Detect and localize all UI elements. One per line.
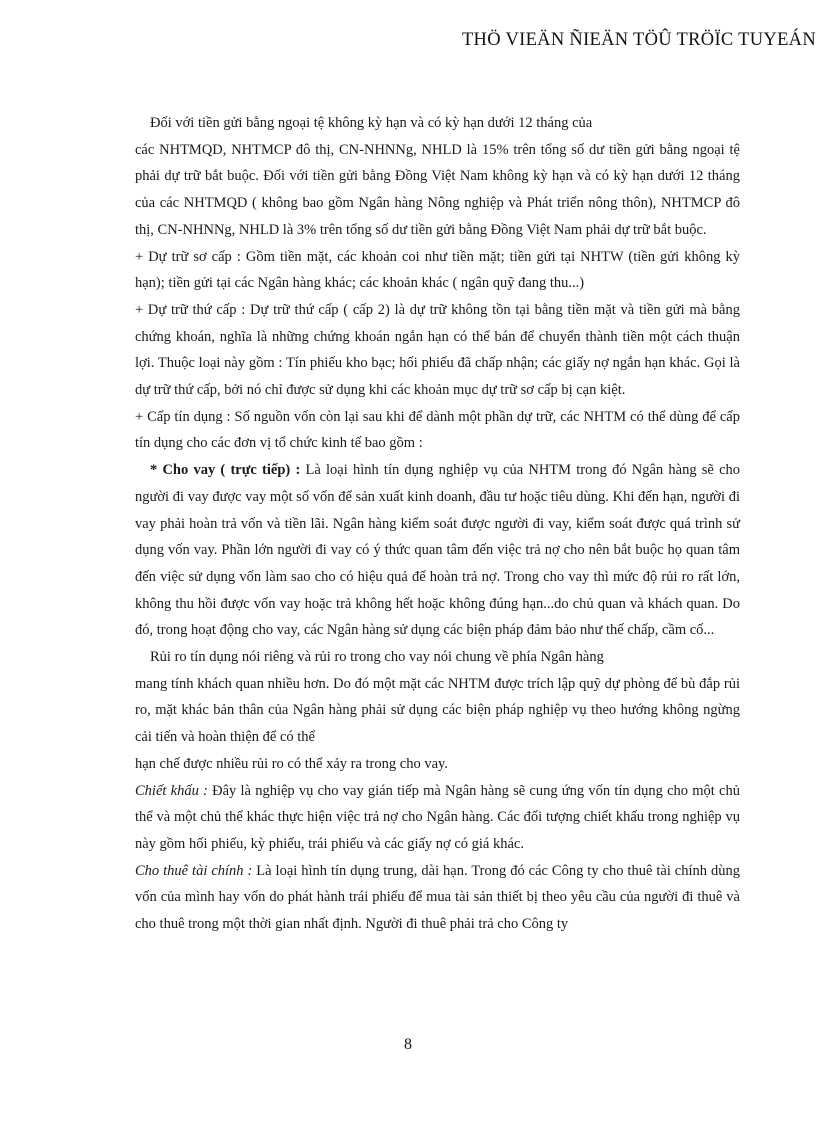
paragraph-risk: mang tính khách quan nhiều hơn. Do đó một mặt các NHTM được trích lập quỹ dự phòng để bù đắp rủi ro, mặt khác bản thân của Ngân hàng phải sử dụng các biện pháp nghiệp vụ theo hướng không ngừng cải tiến và hoàn thiện để có thể	[135, 675, 740, 746]
paragraph-1: các NHTMQD, NHTMCP đô thị, CN-NHNNg, NHLD là 15% trên tổng số dư tiền gửi bằng ngoại tệ phải dự trữ bắt buộc. Đối với tiền gửi bằng Đồng Việt Nam không kỳ hạn và có kỳ hạn dưới 12 tháng của các NHTMQD ( không bao gồm Ngân hàng Nông nghiệp và Phát triển nông thôn), NHTMCP đô thị, CN-NHNNg, NHLD là 3% trên tổng số dư tiền gửi bằng Đồng Việt Nam phải dự trữ bắt buộc.	[135, 141, 740, 238]
page-header-title: THÖ VIEÄN ÑIEÄN TÖÛ TRÖÏC TUYEÁN	[461, 30, 816, 50]
paragraph-1-first-line: Đối với tiền gửi bằng ngoại tệ không kỳ hạn và có kỳ hạn dưới 12 tháng của	[150, 115, 593, 131]
paragraph-leasing	[135, 858, 740, 938]
direct-loan-text: Là loại hình tín dụng nghiệp vụ của NHTM trong đó Ngân hàng sẽ cho người đi vay được vay một số vốn để sản xuất kinh doanh, đầu tư hoặc tiêu dùng. Khi đến hạn, người đi vay phải hoàn trả vốn và tiền lãi. Ngân hàng kiểm soát được người đi vay, kiểm soát được quá trình sử dụng vốn vay. Phần lớn người đi vay có ý thức quan tâm đến việc trả nợ cho nên bắt buộc họ quan tâm đến việc sử dụng vốn làm sao cho có hiệu quả để hoàn trả nợ. Trong cho vay thì mức độ rủi ro rất lớn, không thu hồi được vốn vay hoặc trả không hết hoặc không đúng hạn...do chủ quan và khách quan. Do đó, trong hoạt động cho vay, các Ngân hàng sử dụng các biện pháp đảm bảo như thế chấp, cầm cố...	[135, 462, 740, 639]
paragraph-secondary-reserve: + Dự trữ thứ cấp : Dự trữ thứ cấp ( cấp 2) là dự trữ không tồn tại bằng tiền mặt và tiền gửi mà bằng chứng khoán, nghĩa là những chứng khoán ngắn hạn có thể bán để chuyển thành tiền một cách thuận lợi. Thuộc loại này gồm : Tín phiếu kho bạc; hối phiếu đã chấp nhận; các giấy nợ ngắn hạn khác. Gọi là dự trữ thứ cấp, bởi nó chỉ được sử dụng khi các khoản mục dự trữ sơ cấp bị cạn kiệt.	[135, 301, 740, 399]
paragraph-risk-first-line: Rủi ro tín dụng nói riêng và rủi ro trong cho vay nói chung về phía Ngân hàng	[150, 649, 604, 666]
direct-loan-heading: * Cho vay ( trực tiếp) :	[150, 462, 301, 479]
paragraph-risk-last-line: hạn chế được nhiều rủi ro có thể xảy ra trong cho vay.	[135, 755, 448, 772]
leasing-heading: Cho thuê tài chính :	[135, 862, 253, 879]
paragraph-primary-reserve: + Dự trữ sơ cấp : Gồm tiền mặt, các khoản coi như tiền mặt; tiền gửi tại NHTW (tiền gửi không kỳ hạn); tiền gửi tại các Ngân hàng khác; các khoản khác ( ngân quỹ đang thu...)	[135, 248, 740, 292]
discount-heading: Chiết khấu :	[135, 782, 208, 799]
paragraph-direct-loan	[135, 457, 740, 644]
document-body	[135, 110, 740, 938]
leasing-text: Là loại hình tín dụng trung, dài hạn. Trong đó các Công ty cho thuê tài chính dùng vốn của mình hay vốn do phát hành trái phiếu để mua tài sản thiết bị theo yêu cầu của người đi thuê và cho thuê trong một thời gian nhất định. Người đi thuê phải trả cho Công ty	[135, 862, 740, 933]
discount-text: Đây là nghiệp vụ cho vay gián tiếp mà Ngân hàng sẽ cung ứng vốn tín dụng cho một chủ thể và một chủ thể khác thực hiện việc trả nợ cho Ngân hàng. Các đối tượng chiết khấu trong nghiệp vụ này gồm hối phiếu, kỳ phiếu, trái phiếu và các giấy nợ có giá khác.	[135, 782, 740, 852]
paragraph-credit-granting: + Cấp tín dụng : Số nguồn vốn còn lại sau khi để dành một phần dự trữ, các NHTM có thể dùng để cấp tín dụng cho các đơn vị tổ chức kinh tế bao gồm :	[135, 408, 740, 452]
paragraph-discount	[135, 778, 740, 858]
page-number: 8	[404, 1036, 412, 1053]
